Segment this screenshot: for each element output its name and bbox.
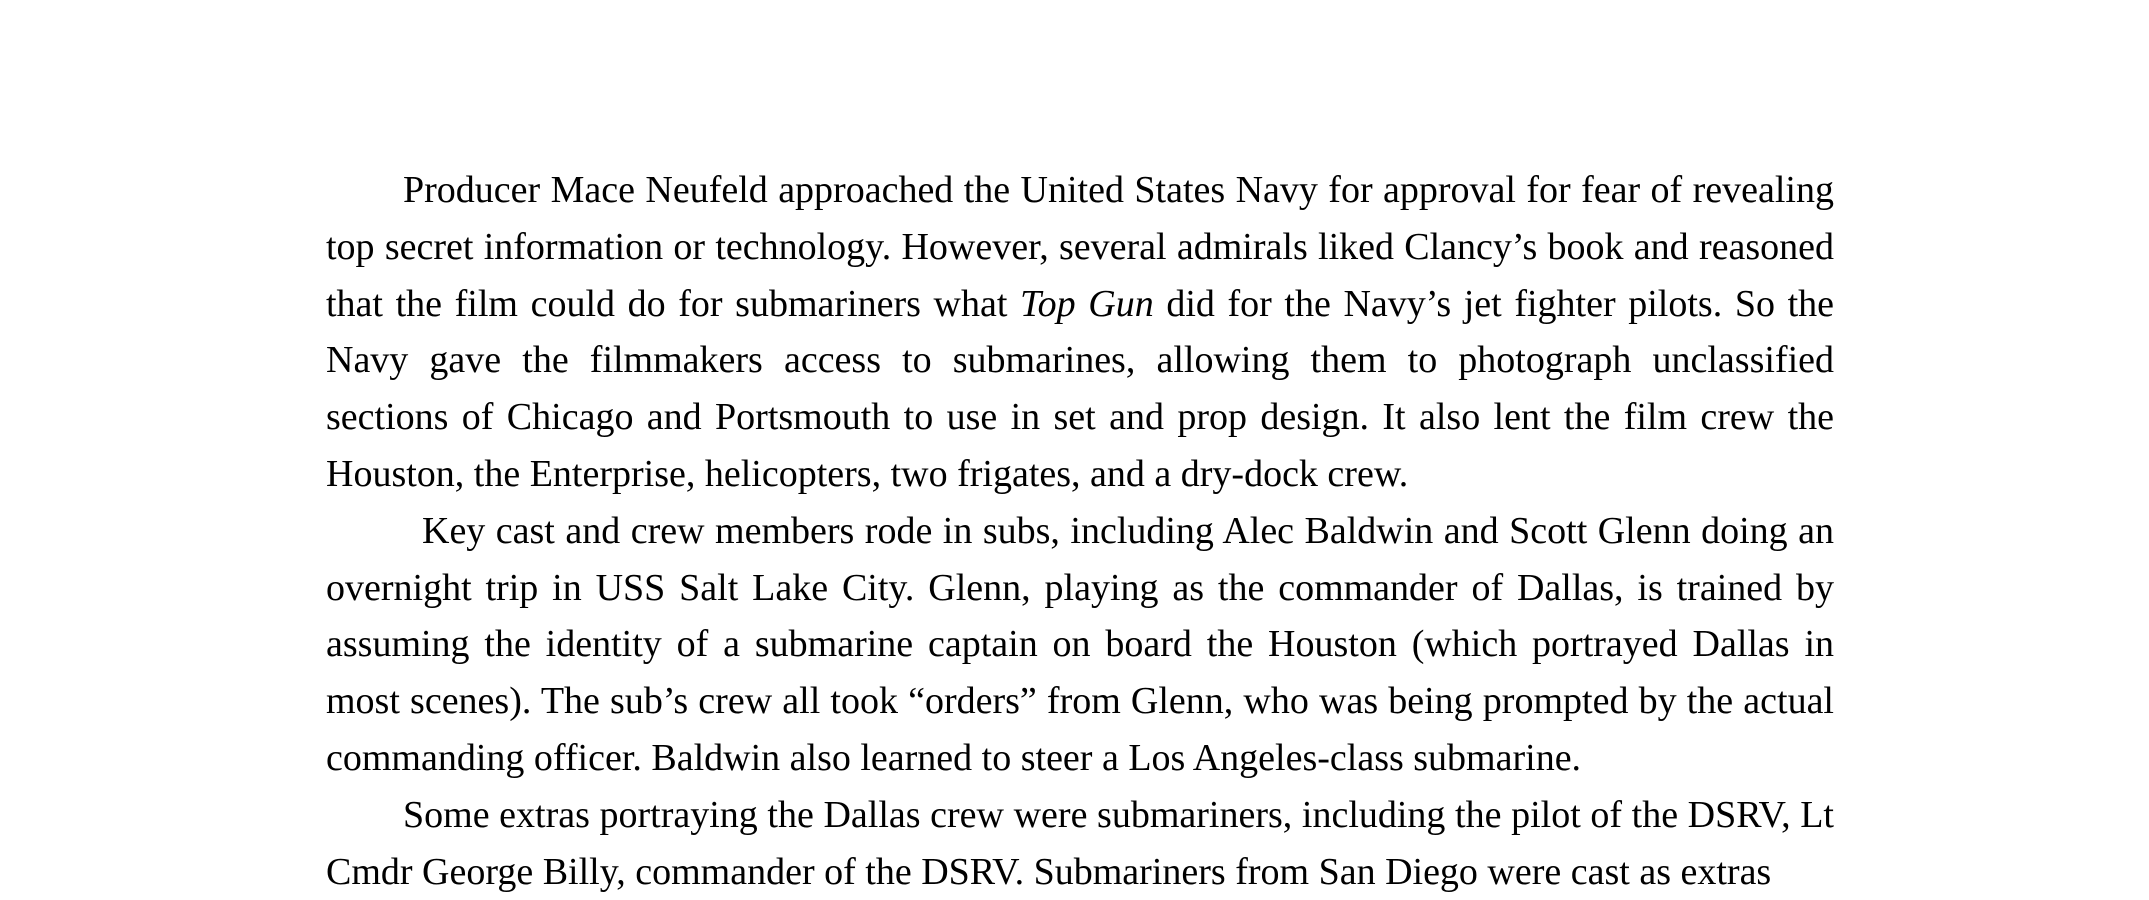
paragraph-1-text-b: did for the Navy’s jet fighter pilots. So the Navy gave the filmmakers access to submarines, allowing them to photograph unclassified sections of Chicago and Portsmouth to use in set and prop design. It also lent the film crew the Houston, the Enterprise, helicopters, two frigates, and a dry-dock crew. <box>326 282 1834 495</box>
paragraph-1 <box>326 162 1834 503</box>
body-text <box>326 162 1834 900</box>
film-title-top-gun: Top Gun <box>1020 282 1154 325</box>
paragraph-3: Some extras portraying the Dallas crew were submariners, including the pilot of the DSRV, Lt Cmdr George Billy, commander of the DSRV. Submariners from San Diego were cast as extras <box>326 793 1834 893</box>
paragraph-1-text-a: Producer Mace Neufeld approached the United States Navy for approval for fear of revealing top secret information or technology. However, several admirals liked Clancy’s book and reasoned that the film could do for submariners what <box>326 169 1834 325</box>
paragraph-2: Key cast and crew members rode in subs, including Alec Baldwin and Scott Glenn doing an overnight trip in USS Salt Lake City. Glenn, playing as the commander of Dallas, is trained by assuming the identity of a submarine captain on board the Houston (which portrayed Dallas in most scenes). The sub’s crew all took “orders” from Glenn, who was being prompted by the actual commanding officer. Baldwin also learned to steer a Los Angeles-class submarine. <box>326 509 1834 779</box>
